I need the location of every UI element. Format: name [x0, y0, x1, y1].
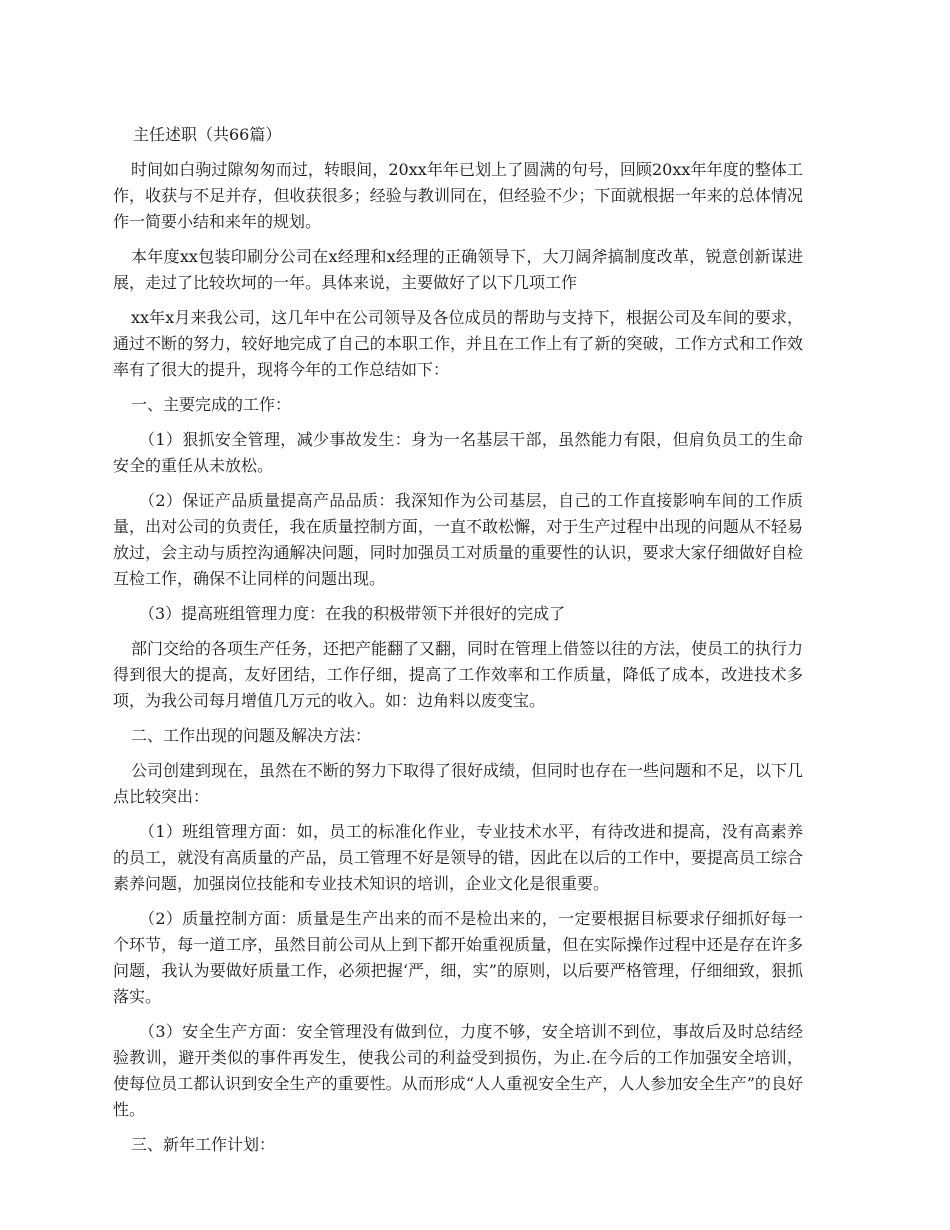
paragraph-team-issues: （1）班组管理方面：如，员工的标准化作业，专业技术水平，有待改进和提高，没有高素养的员工，就没有高质量的产品，员工管理不好是领导的错，因此在以后的工作中，要提高员工综合素养问题，加强岗位技能和专业技术知识的培训，企业文化是很重要。: [113, 822, 803, 893]
paragraph-company-overview: 本年度xx包装印刷分公司在x经理和x经理的正确领导下，大刀阔斧搞制度改革，锐意创新谋进展，走过了比较坎坷的一年。具体来说，主要做好了以下几项工作: [113, 247, 803, 292]
section-heading-problems: 二、工作出现的问题及解决方法：: [131, 726, 372, 745]
section-heading-new-year-plan: 三、新年工作计划：: [131, 1135, 276, 1154]
paragraph-safety-management: （1）狠抓安全管理，减少事故发生：身为一名基层干部，虽然能力有限，但肩负员工的生命安全的重任从未放松。: [113, 430, 803, 475]
paragraph-production-tasks: 部门交给的各项生产任务，还把产能翻了又翻，同时在管理上借签以往的方法，使员工的执行力得到很大的提高，友好团结，工作仔细，提高了工作效率和工作质量，降低了成本，改进技术多项，为我公司每月增值几万元的收入。如：边角料以废变宝。: [113, 639, 804, 710]
paragraph-personal-summary: xx年x月来我公司，这几年中在公司领导及各位成员的帮助与支持下，根据公司及车间的要求，通过不断的努力，较好地完成了自己的本职工作，并且在工作上有了新的突破，工作方式和工作效率有了很大的提升，现将今年的工作总结如下：: [113, 308, 803, 379]
paragraph-quality-issues: （2）质量控制方面：质量是生产出来的而不是检出来的，一定要根据目标要求仔细抓好每一个环节，每一道工序，虽然目前公司从上到下都开始重视质量，但在实际操作过程中还是存在许多问题，我认为要做好质量工作，必须把握‘严，细，实”的原则，以后要严格管理，仔细细致，狠抓落实。: [113, 909, 803, 1006]
document-title: 主任述职（共66篇）: [133, 125, 282, 144]
paragraph-intro: 时间如白驹过隙匆匆而过，转眼间，20xx年年已划上了圆满的句号，回顾20xx年年度的整体工作，收获与不足并存，但收获很多；经验与教训同在，但经验不少；下面就根据一年来的总体情况作一简要小结和来年的规划。: [113, 160, 803, 231]
paragraph-quality-assurance: （2）保证产品质量提高产品品质：我深知作为公司基层，自己的工作直接影响车间的工作质量，出对公司的负责任，我在质量控制方面，一直不敢松懈，对于生产过程中出现的问题从不轻易放过，会主动与质控沟通解决问题，同时加强员工对质量的重要性的认识，要求大家仔细做好自检互检工作，确保不让同样的问题出现。: [113, 491, 803, 588]
document-page: [113, 122, 803, 1167]
paragraph-team-management: （3）提高班组管理力度：在我的积极带领下并很好的完成了: [139, 604, 566, 623]
paragraph-problems-intro: 公司创建到现在，虽然在不断的努力下取得了很好成绩，但同时也存在一些问题和不足，以下几点比较突出：: [113, 761, 804, 806]
section-heading-main-work: 一、主要完成的工作：: [131, 395, 292, 414]
paragraph-safety-issues: （3）安全生产方面：安全管理没有做到位，力度不够，安全培训不到位，事故后及时总结经验教训，避开类似的事件再发生，使我公司的利益受到损伤，为止.在今后的工作加强安全培训，使每位员工都认识到安全生产的重要性。从而形成“人人重视安全生产，人人参加安全生产”的良好性。: [113, 1022, 803, 1119]
